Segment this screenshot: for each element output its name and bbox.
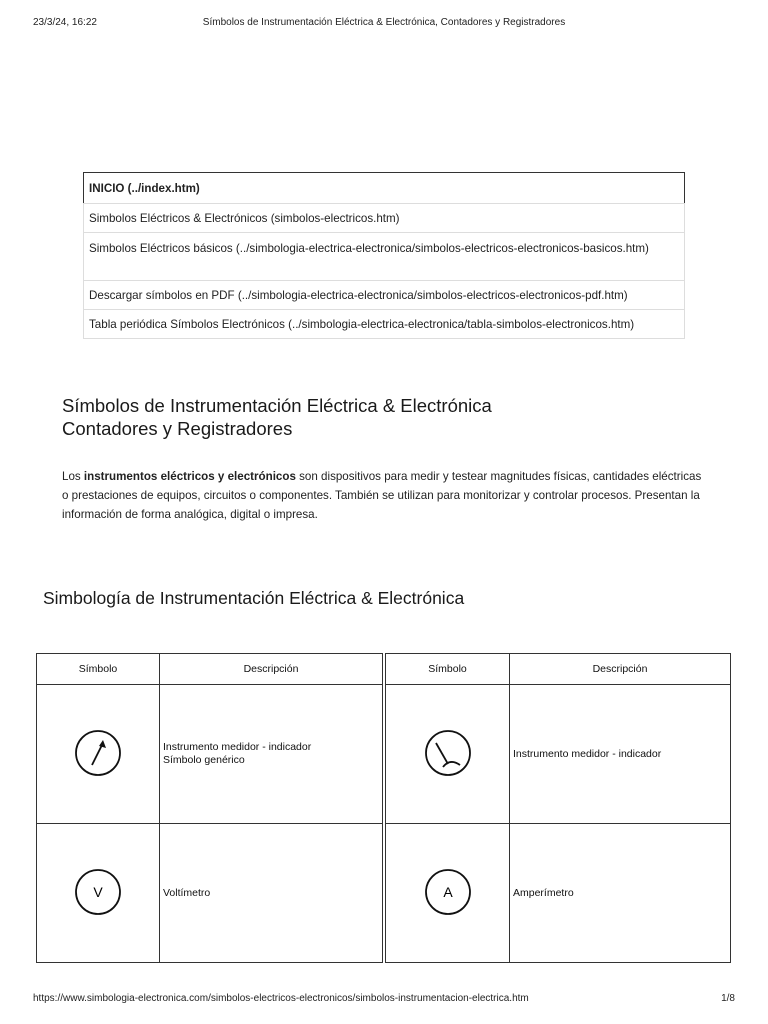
col-header-symbol: Símbolo [386, 654, 510, 685]
table-header-row [386, 654, 731, 685]
page-title-line1: Símbolos de Instrumentación Eléctrica & Electrónica [62, 395, 492, 416]
table-row [386, 824, 731, 963]
intro-text-after: son dispositivos para medir y testear magnitudes físicas, cantidades eléctricas o prestaciones de equipos, circuitos o componentes. También se utilizan para monitorizar y controlar procesos. Presentan la información de forma analógica, digital o impresa. [62, 470, 702, 521]
intro-text-bold: instrumentos eléctricos y electrónicos [83, 470, 296, 483]
description-line: Voltímetro [163, 886, 211, 899]
voltmeter-icon [73, 867, 123, 917]
nav-item-inicio[interactable]: INICIO (../index.htm) [83, 172, 685, 204]
col-header-description: Descripción [160, 654, 383, 685]
description-line: Amperímetro [513, 886, 574, 899]
print-page-title: Símbolos de Instrumentación Eléctrica & Electrónica, Contadores y Registradores [202, 17, 566, 28]
symbol-table-left [36, 653, 383, 963]
nav-item-simbolos-basicos[interactable]: Simbolos Eléctricos básicos (../simbologia-electrica-electronica/simbolos-electricos-electronicos-basicos.htm) [83, 232, 685, 281]
description-line: Instrumento medidor - indicador [163, 741, 312, 753]
description-cell [510, 685, 731, 824]
intro-paragraph [62, 467, 710, 524]
nav-item-descargar-pdf[interactable]: Descargar símbolos en PDF (../simbologia-electrica-electronica/simbolos-electricos-electronicos-pdf.htm) [83, 280, 685, 310]
section-title: Simbología de Instrumentación Eléctrica & Electrónica [43, 588, 465, 608]
symbol-cell [37, 685, 160, 824]
col-header-description: Descripción [510, 654, 731, 685]
col-header-symbol: Símbolo [37, 654, 160, 685]
page-title [62, 394, 702, 440]
nav-item-tabla-periodica[interactable]: Tabla periódica Símbolos Electrónicos (../simbologia-electrica-electronica/tabla-simbolos-electronicos.htm) [83, 309, 685, 339]
description-cell [160, 824, 383, 963]
symbol-cell [37, 824, 160, 963]
symbol-cell [386, 685, 510, 824]
meter-pointer-icon [73, 728, 123, 778]
description-cell [510, 824, 731, 963]
description-line: Instrumento medidor - indicador [513, 747, 662, 760]
page-number: 1/8 [721, 993, 735, 1004]
table-row [37, 685, 383, 824]
nav-item-simbolos-electricos[interactable]: Simbolos Eléctricos & Electrónicos (simbolos-electricos.htm) [83, 203, 685, 233]
print-url: https://www.simbologia-electronica.com/simbolos-electricos-electronicos/simbolos-instrumentacion-electrica.htm [33, 993, 529, 1004]
meter-dial-icon [423, 728, 473, 778]
description-line: Símbolo genérico [163, 754, 245, 766]
symbol-table-right [385, 653, 731, 963]
print-datetime: 23/3/24, 16:22 [33, 17, 97, 28]
table-header-row [37, 654, 383, 685]
page-title-line2: Contadores y Registradores [62, 418, 293, 439]
ammeter-icon [423, 867, 473, 917]
intro-text-before: Los [62, 470, 84, 483]
voltmeter-letter: V [93, 883, 103, 900]
description-cell [160, 685, 383, 824]
table-row [386, 685, 731, 824]
symbol-cell [386, 824, 510, 963]
nav-menu [83, 172, 685, 339]
table-row [37, 824, 383, 963]
ammeter-letter: A [442, 883, 453, 900]
